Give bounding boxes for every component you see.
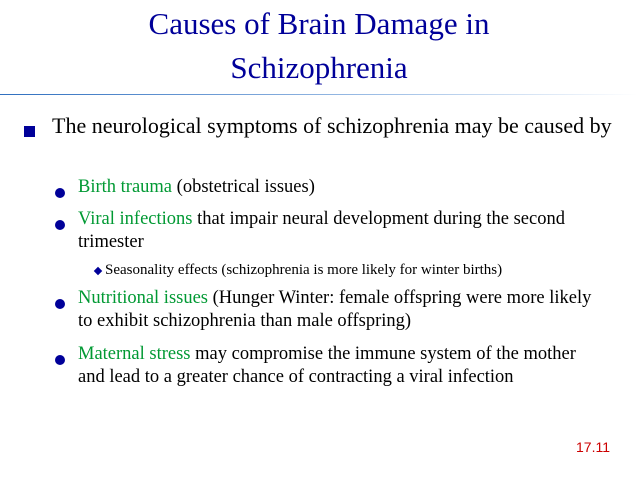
main-bullet-text: The neurological symptoms of schizophrenia may be caused by	[52, 113, 612, 138]
item-text: (obstetrical issues)	[172, 177, 315, 197]
diamond-bullet-icon	[94, 267, 102, 275]
item-text: (Hunger Winter: female offspring were more likely to exhibit schizophrenia than male offspring)	[78, 288, 592, 331]
round-bullet-icon	[55, 355, 65, 365]
title-underline	[0, 94, 638, 95]
title-line-1: Causes of Brain Damage in	[148, 6, 490, 41]
highlight-text: Viral infections	[78, 209, 193, 229]
list-item-birth-trauma	[78, 176, 598, 199]
list-item-maternal-stress	[78, 343, 598, 389]
list-item-viral-infections	[78, 208, 598, 254]
item-text: that impair neural development during the second trimester	[78, 209, 565, 252]
round-bullet-icon	[55, 188, 65, 198]
list-item-nutritional-issues	[78, 287, 598, 333]
title-line-2: Schizophrenia	[230, 50, 408, 85]
round-bullet-icon	[55, 299, 65, 309]
slide-number: 17.11	[576, 439, 610, 455]
highlight-text: Maternal stress	[78, 344, 191, 364]
item-text: may compromise the immune system of the mother and lead to a greater chance of contracting a viral infection	[78, 344, 576, 387]
highlight-text: Birth trauma	[78, 177, 173, 197]
square-bullet-icon	[24, 126, 35, 137]
list-subitem-seasonality: Seasonality effects (schizophrenia is more likely for winter births)	[105, 262, 503, 278]
slide-title	[60, 2, 578, 90]
highlight-text: Nutritional issues	[78, 288, 209, 308]
round-bullet-icon	[55, 220, 65, 230]
